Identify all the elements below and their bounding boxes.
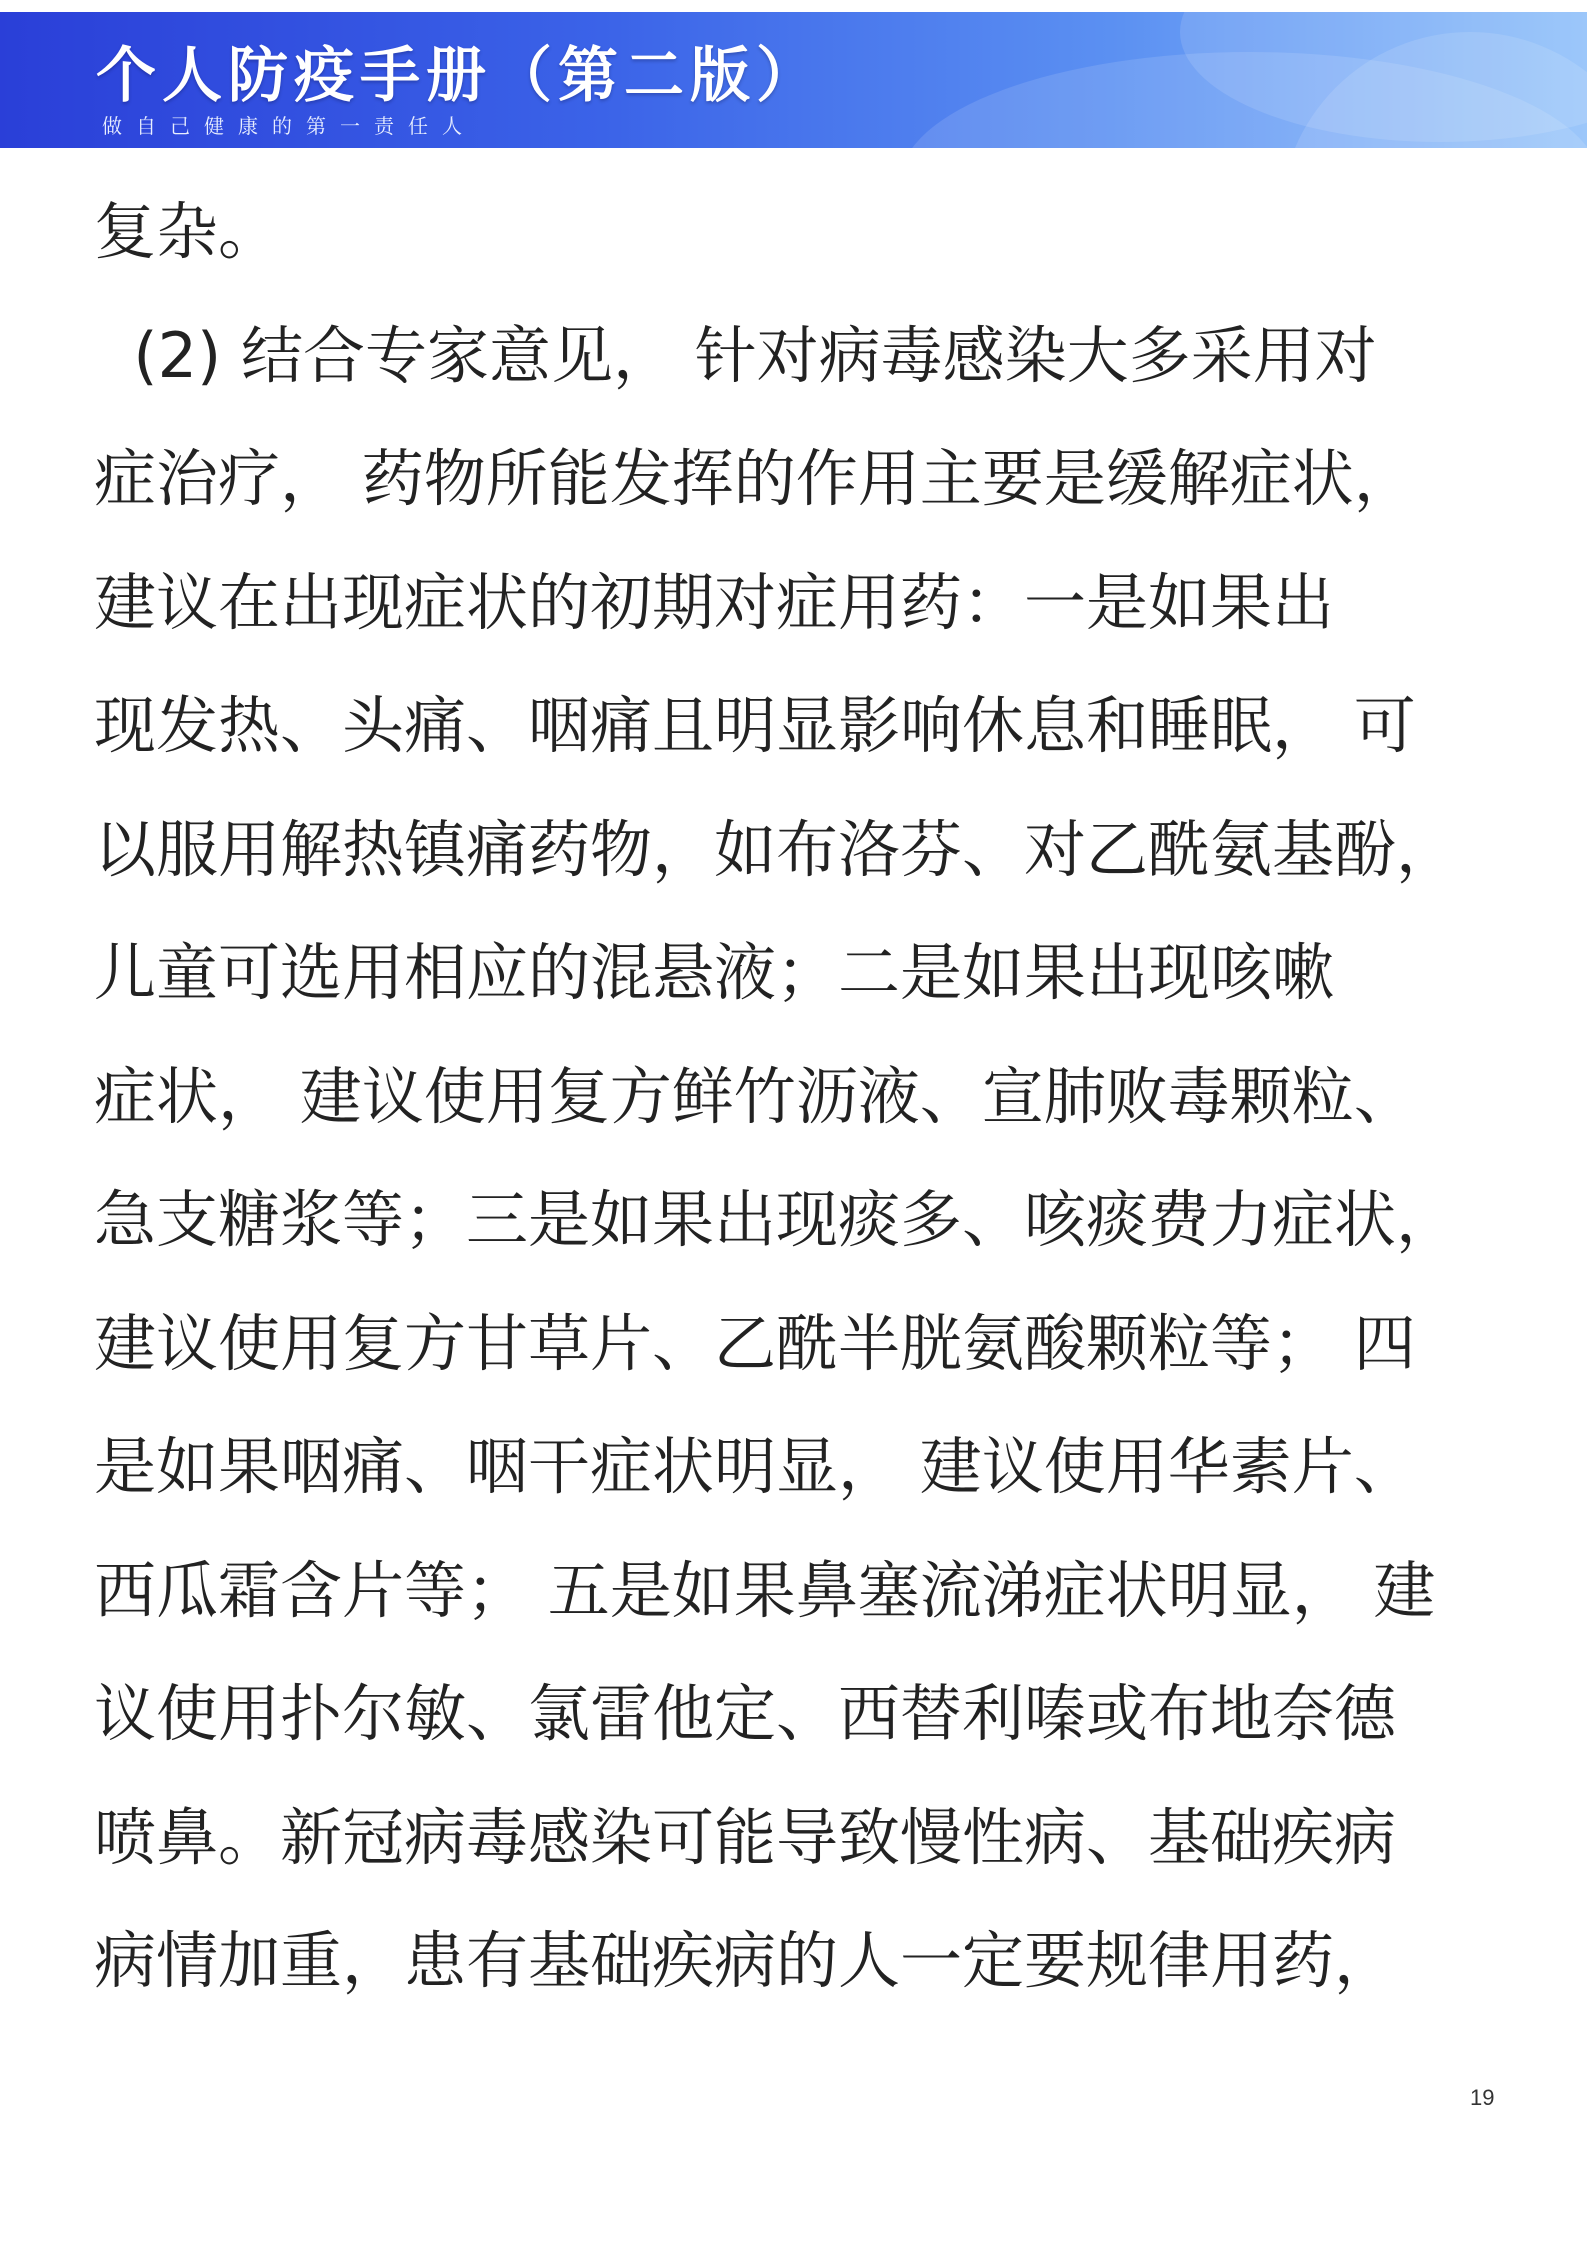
- text-line: 复杂。: [94, 195, 281, 268]
- page-number: 19: [1470, 2085, 1495, 2110]
- body-text: [94, 170, 1554, 2023]
- text-line: 儿童可选用相应的混悬液；二是如果出现咳嗽: [94, 936, 1335, 1009]
- text-line: 建议在出现症状的初期对症用药：一是如果出: [94, 565, 1335, 639]
- document-title: 个人防疫手册（第二版）: [96, 41, 822, 111]
- text-line: 急支糖浆等；三是如果出现痰多、咳痰费力症状，: [94, 1183, 1459, 1256]
- text-line: 病情加重，患有基础疾病的人一定要规律用药，: [94, 1924, 1397, 1997]
- text-line: 喷鼻。新冠病毒感染可能导致慢性病、基础疾病: [94, 1800, 1397, 1874]
- text-line: 议使用扑尔敏、氯雷他定、西替利嗪或布地奈德: [94, 1677, 1397, 1750]
- text-line: 症状， 建议使用复方鲜竹沥液、宣肺败毒颗粒、: [94, 1059, 1416, 1133]
- text-line: 西瓜霜含片等； 五是如果鼻塞流涕症状明显， 建: [94, 1553, 1436, 1627]
- header-banner: [0, 12, 1587, 148]
- text-line: 症治疗， 药物所能发挥的作用主要是缓解症状，: [94, 442, 1416, 515]
- document-subtitle: 做自己健康的第一责任人: [102, 114, 476, 138]
- text-line: (2) 结合专家意见， 针对病毒感染大多采用对: [94, 318, 1377, 392]
- text-line: 建议使用复方甘草片、乙酰半胱氨酸颗粒等； 四: [94, 1306, 1416, 1380]
- text-line: 是如果咽痛、咽干症状明显， 建议使用华素片、: [94, 1430, 1416, 1503]
- text-line: 以服用解热镇痛药物，如布洛芬、对乙酰氨基酚，: [94, 812, 1459, 886]
- text-line: 现发热、头痛、咽痛且明显影响休息和睡眠， 可: [94, 689, 1416, 762]
